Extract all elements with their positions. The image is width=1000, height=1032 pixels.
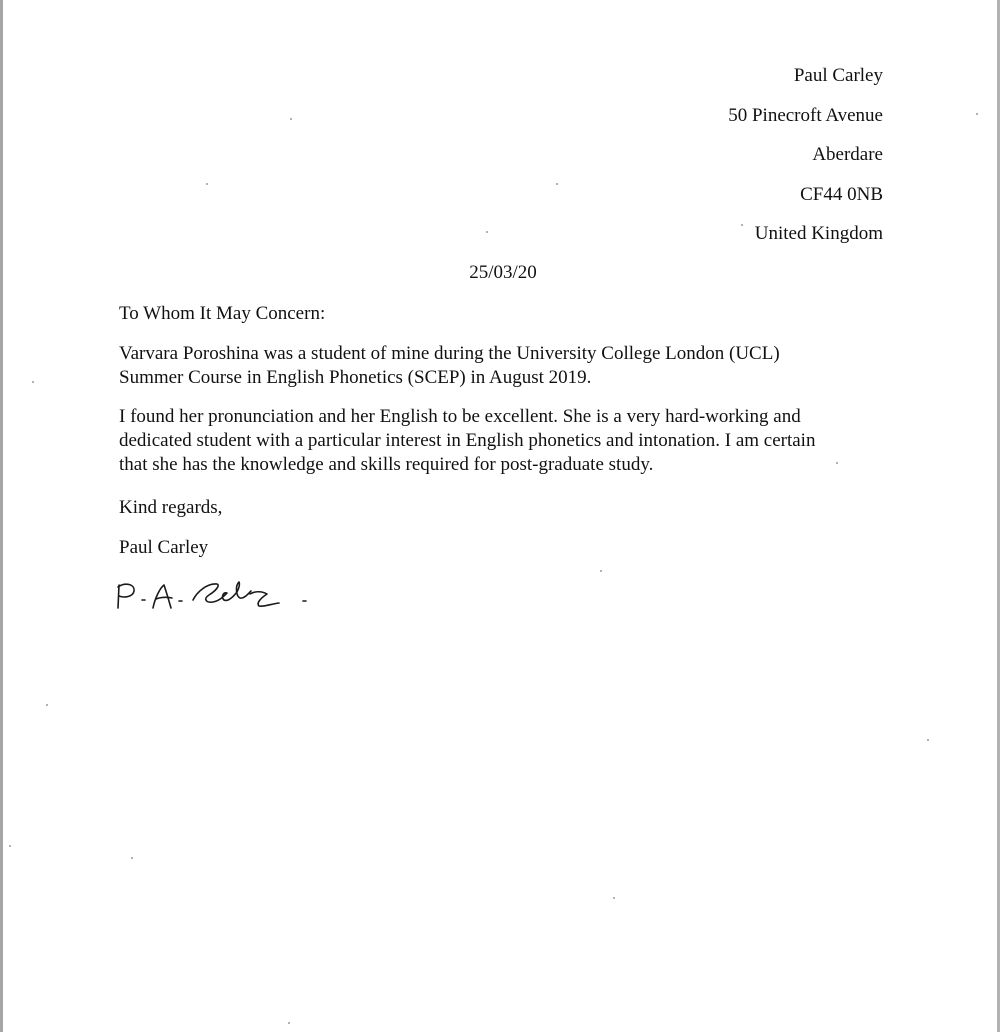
salutation: To Whom It May Concern: — [119, 303, 326, 324]
paragraph-line: Varvara Poroshina was a student of mine during the University College London (UCL) — [119, 343, 780, 364]
letter-date: 25/03/20 — [469, 262, 537, 283]
sender-street: 50 Pinecroft Avenue — [728, 104, 883, 126]
paragraph-1 — [119, 342, 899, 390]
signature-strokes — [118, 582, 306, 608]
sender-postcode: CF44 0NB — [800, 183, 883, 205]
paragraph-line: Summer Course in English Phonetics (SCEP) in August 2019. — [119, 367, 592, 388]
handwritten-signature — [109, 570, 349, 620]
sender-town: Aberdare — [812, 144, 883, 165]
scan-speck — [288, 1022, 290, 1024]
sender-name: Paul Carley — [793, 65, 883, 86]
paragraph-line: that she has the knowledge and skills required for post-graduate study. — [119, 454, 654, 475]
paragraph-line: dedicated student with a particular interest in English phonetics and intonation. I am certain — [119, 430, 816, 451]
paragraph-2 — [119, 405, 899, 477]
sender-address — [728, 64, 883, 262]
scan-speck — [927, 739, 929, 741]
scan-speck — [131, 857, 133, 859]
scan-speck — [290, 118, 292, 120]
scan-speck — [613, 897, 615, 899]
scan-speck — [486, 231, 488, 233]
paragraph-line: I found her pronunciation and her English to be excellent. She is a very hard-working and — [119, 406, 801, 427]
signer-name: Paul Carley — [119, 537, 209, 558]
sender-country: United Kingdom — [754, 223, 883, 244]
closing: Kind regards, — [119, 497, 223, 518]
scan-speck — [206, 183, 208, 185]
scan-speck — [9, 845, 11, 847]
scan-speck — [600, 570, 602, 572]
signature-drawing — [109, 570, 349, 620]
scan-speck — [46, 704, 48, 706]
scan-speck — [976, 113, 978, 115]
scan-speck — [556, 183, 558, 185]
scan-speck — [32, 381, 34, 383]
